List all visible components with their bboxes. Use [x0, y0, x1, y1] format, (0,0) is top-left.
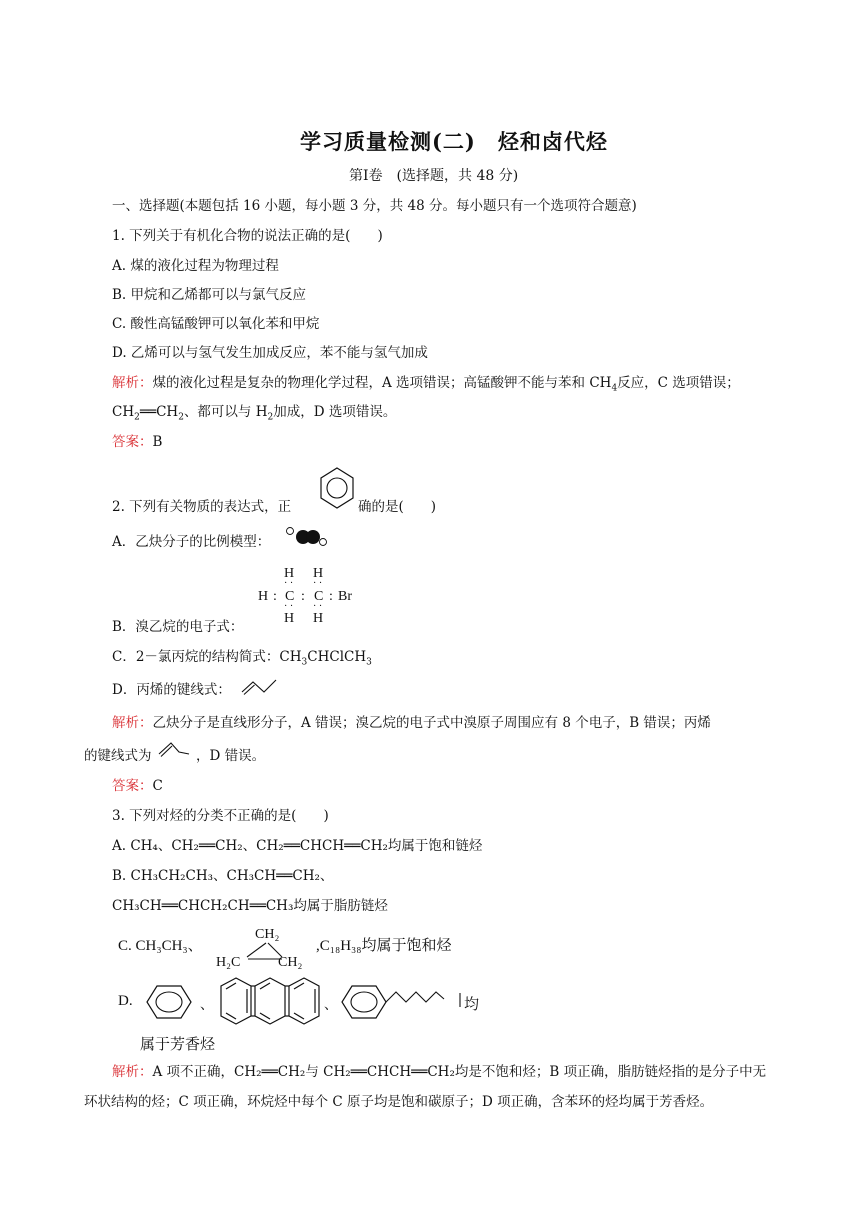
explanation-text: ══CH	[139, 404, 179, 420]
subscript: 3	[301, 657, 308, 668]
electron-pair: :	[329, 589, 333, 604]
question-2-stem	[112, 497, 291, 517]
question-2-option-c	[112, 647, 372, 673]
electron-pair: :	[273, 589, 277, 604]
electron-pair: :	[301, 589, 305, 604]
h-atom: H	[284, 566, 295, 581]
electron-dots: · ·	[284, 601, 294, 612]
electron-dots: · ·	[313, 601, 323, 612]
question-3-explanation-line-1	[112, 1062, 766, 1082]
question-1-option-c: C. 酸性高锰酸钾可以氧化苯和甲烷	[112, 316, 320, 332]
option-text: CHClCH	[307, 649, 367, 665]
question-2-option-b: B．溴乙烷的电子式：	[112, 619, 244, 635]
question-3-option-a: A. CH₄、CH₂══CH₂、CH₂══CHCH══CH₂均属于饱和链烃	[112, 838, 483, 854]
subscript: 2	[267, 412, 274, 423]
h-atom: H	[313, 611, 324, 626]
question-3-option-d-line-2: 属于芳香烃	[140, 1037, 216, 1053]
subscript: 3	[366, 657, 372, 668]
cyclopropane-right: CH₂	[278, 955, 303, 970]
electron-formula	[258, 566, 368, 628]
option-text: C．2－氯丙烷的结构简式：CH	[112, 649, 302, 665]
question-3-stem: 3. 下列对烃的分类不正确的是( )	[112, 808, 329, 824]
section-heading: 一、选择题(本题包括 16 小题，每小题 3 分，共 48 分。每小题只有一个选项符合题意)	[112, 198, 637, 214]
explanation-label: 解析：	[112, 1064, 153, 1080]
explanation-text: 反应，C 选项错误；	[617, 375, 740, 391]
question-2-explanation-line-2	[84, 746, 152, 766]
answer-value: C	[152, 778, 163, 794]
page-title: 学习质量检测(二) 烃和卤代烃	[300, 129, 608, 154]
separator: 、	[200, 997, 214, 1013]
question-1-option-d: D. 乙烯可以与氢气发生加成反应，苯不能与氢气加成	[112, 345, 428, 361]
question-2-explanation-line-2-end: ，D 错误。	[196, 748, 266, 764]
question-3-explanation-line-2: 环状结构的烃；C 项正确，环烷烃中每个 C 原子均是饱和碳原子；D 项正确，含苯环的烃均属于芳香烃。	[84, 1094, 714, 1110]
question-3-option-b-line-2: CH₃CH══CHCH₂CH══CH₃均属于脂肪链烃	[112, 898, 388, 914]
subscript: 2	[134, 412, 140, 423]
question-2-stem-start: 2. 下列有关物质的表达式，正	[112, 499, 292, 515]
question-2-stem-end: 确的是( )	[358, 499, 437, 515]
electron-dots: · ·	[313, 578, 323, 589]
subscript: 2	[178, 412, 184, 423]
h-atom: H	[313, 566, 324, 581]
answer-label: 答案：	[112, 434, 153, 450]
acetylene-model-icon	[283, 524, 331, 548]
explanation-label: 解析：	[112, 375, 153, 391]
h-atom: H	[258, 589, 269, 604]
question-1-answer	[112, 432, 162, 452]
question-2-explanation-line-1	[112, 713, 711, 733]
question-2-answer	[112, 776, 163, 796]
question-1-explanation-line-1	[112, 373, 740, 399]
c-atom: C	[314, 589, 324, 604]
question-3-option-d-tail: 均	[464, 997, 480, 1013]
br-atom: Br	[338, 589, 352, 604]
pentylbenzene-icon	[340, 983, 464, 1021]
subscript: 4	[611, 383, 618, 394]
propene-skeletal-icon	[240, 676, 280, 696]
explanation-text: 、都可以与 H	[183, 404, 268, 420]
benzene-ring-icon	[319, 466, 355, 512]
question-3-option-b-line-1: B. CH₃CH₂CH₃、CH₃CH══CH₂、	[112, 868, 334, 884]
separator: 、	[324, 997, 338, 1013]
explanation-text: 的键线式为	[84, 748, 152, 764]
question-3-option-c: C. CH₃CH₃、	[118, 938, 203, 954]
volume-header: 第Ⅰ卷 (选择题，共 48 分)	[349, 168, 519, 184]
question-1-option-a: A. 煤的液化过程为物理过程	[112, 258, 279, 274]
question-3-option-d-label: D.	[118, 993, 133, 1009]
question-1-option-b: B. 甲烷和乙烯都可以与氯气反应	[112, 287, 307, 303]
benzene-icon	[145, 983, 193, 1021]
question-1-explanation-line-2	[112, 402, 396, 428]
electron-dots: · ·	[284, 578, 294, 589]
answer-label: 答案：	[112, 778, 153, 794]
c-atom: C	[285, 589, 295, 604]
explanation-text: CH	[112, 404, 135, 420]
question-2-option-a: A．乙炔分子的比例模型：	[112, 534, 271, 550]
answer-value: B	[152, 434, 163, 450]
anthracene-icon	[218, 975, 322, 1027]
cyclopropane-top: CH₂	[255, 927, 280, 942]
explanation-text: 乙炔分子是直线形分子，A 错误；溴乙烷的电子式中溴原子周围应有 8 个电子，B 错误；丙烯	[152, 715, 711, 731]
propene-skeletal-icon	[157, 740, 193, 758]
explanation-label: 解析：	[112, 715, 153, 731]
h-atom: H	[284, 611, 295, 626]
cyclopropane-left: H₂C	[216, 955, 241, 970]
question-1-stem: 1. 下列关于有机化合物的说法正确的是( )	[112, 228, 383, 244]
explanation-text: A 项不正确，CH₂══CH₂与 CH₂══CHCH══CH₂均是不饱和烃；B 项正确，脂肪链烃指的是分子中无	[152, 1064, 767, 1080]
explanation-text: 加成，D 选项错误。	[273, 404, 397, 420]
question-2-option-d: D．丙烯的键线式：	[112, 682, 231, 698]
question-3-option-c-end: ,C₁₈H₃₈均属于饱和烃	[316, 938, 452, 954]
explanation-text: 煤的液化过程是复杂的物理化学过程，A 选项错误；高锰酸钾不能与苯和 CH	[152, 375, 612, 391]
